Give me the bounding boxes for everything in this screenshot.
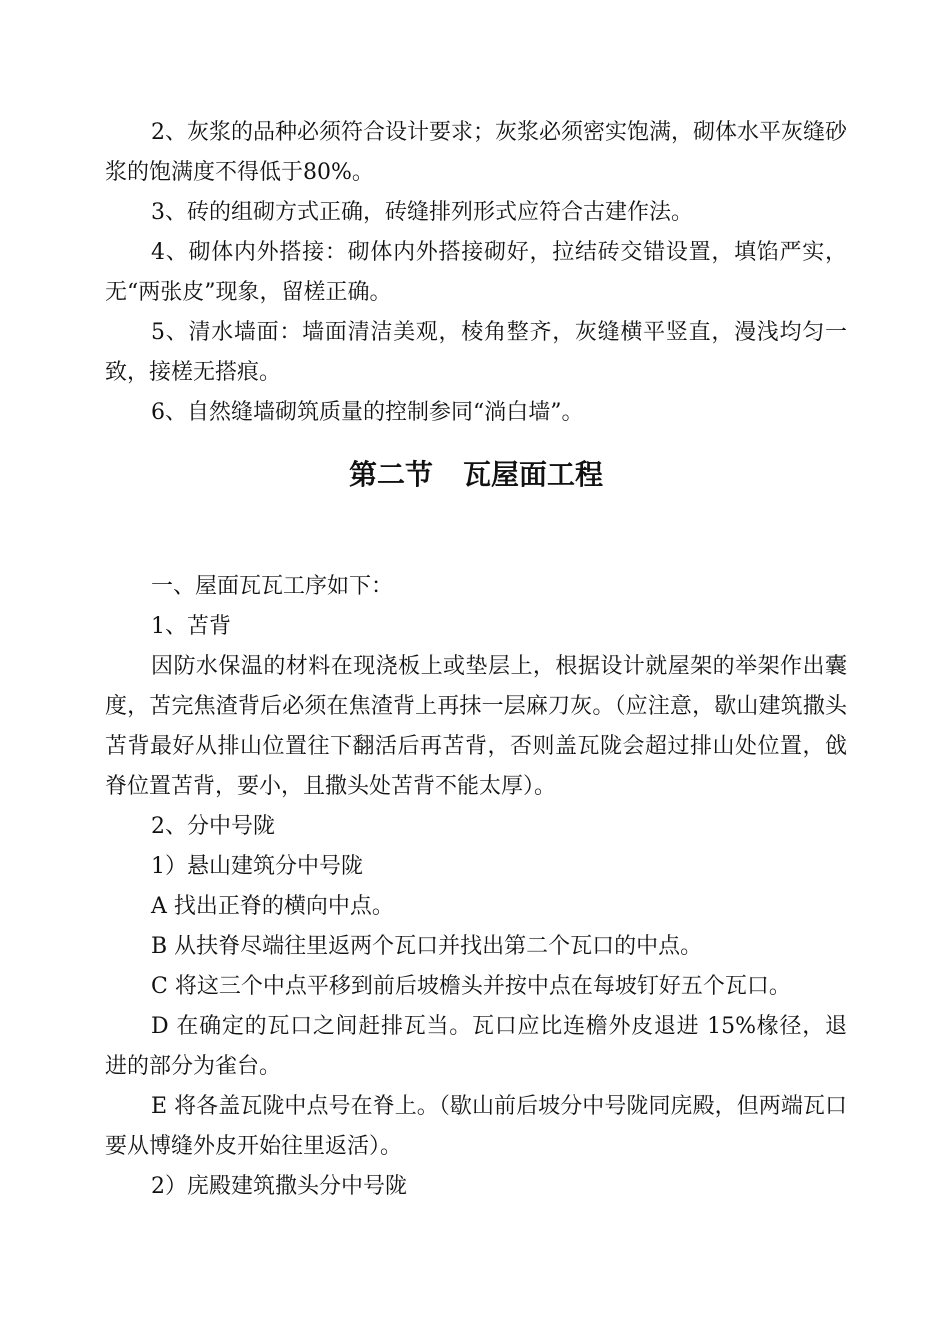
section-heading: [105, 433, 847, 567]
paragraph-mortar-requirement: 2、灰浆的品种必须符合设计要求；灰浆必须密实饱满，砌体水平灰缝砂浆的饱满度不得低于80%。: [105, 120, 847, 185]
paragraph-item-c: C 将这三个中点平移到前后坡檐头并按中点在每坡钉好五个瓦口。: [151, 974, 791, 999]
section-title: 瓦屋面工程: [463, 458, 604, 491]
paragraph-item-b: B 从扶脊尽端往里返两个瓦口并找出第二个瓦口的中点。: [151, 934, 703, 959]
paragraph-fair-faced-wall: 5、清水墙面：墙面清洁美观，棱角整齐，灰缝横平竖直，漫浅均匀一致，接槎无搭痕。: [105, 320, 847, 385]
paragraph-step-1-title: 1、苫背: [151, 614, 231, 639]
paragraph-inner-outer-lap: 4、砌体内外搭接：砌体内外搭接砌好，拉结砖交错设置，填馅严实，无“两张皮”现象，留槎正确。: [105, 240, 847, 305]
paragraph-sub-1-title: 1）悬山建筑分中号陇: [151, 854, 363, 879]
paragraph-sub-2-title: 2）庑殿建筑撒头分中号陇: [151, 1174, 407, 1199]
section-number: 第二节: [348, 458, 433, 491]
paragraph-brick-bonding: 3、砖的组砌方式正确，砖缝排列形式应符合古建作法。: [151, 200, 693, 225]
paragraph-step-2-title: 2、分中号陇: [151, 814, 275, 839]
paragraph-step-1-body: 因防水保温的材料在现浇板上或垫层上，根据设计就屋架的举架作出囊度，苫完焦渣背后必须在焦渣背上再抹一层麻刀灰。（应注意，歇山建筑撒头苫背最好从排山位置往下翻活后再苫背，否则盖瓦陇会超过排山处位置，戗脊位置苫背，要小，且撒头处苫背不能太厚）。: [105, 654, 847, 799]
document-page: [105, 113, 847, 1207]
paragraph-item-e: E 将各盖瓦陇中点号在脊上。（歇山前后坡分中号陇同庑殿，但两端瓦口要从博缝外皮开始往里返活）。: [105, 1094, 847, 1159]
paragraph-natural-joint-wall: 6、自然缝墙砌筑质量的控制参同“淌白墙”。: [151, 400, 584, 425]
paragraph-roof-procedure: 一、屋面瓦瓦工序如下：: [151, 574, 394, 599]
paragraph-item-d: D 在确定的瓦口之间赶排瓦当。瓦口应比连檐外皮退进 15%椽径，退进的部分为雀台。: [105, 1014, 847, 1079]
paragraph-item-a: A 找出正脊的横向中点。: [151, 894, 394, 919]
